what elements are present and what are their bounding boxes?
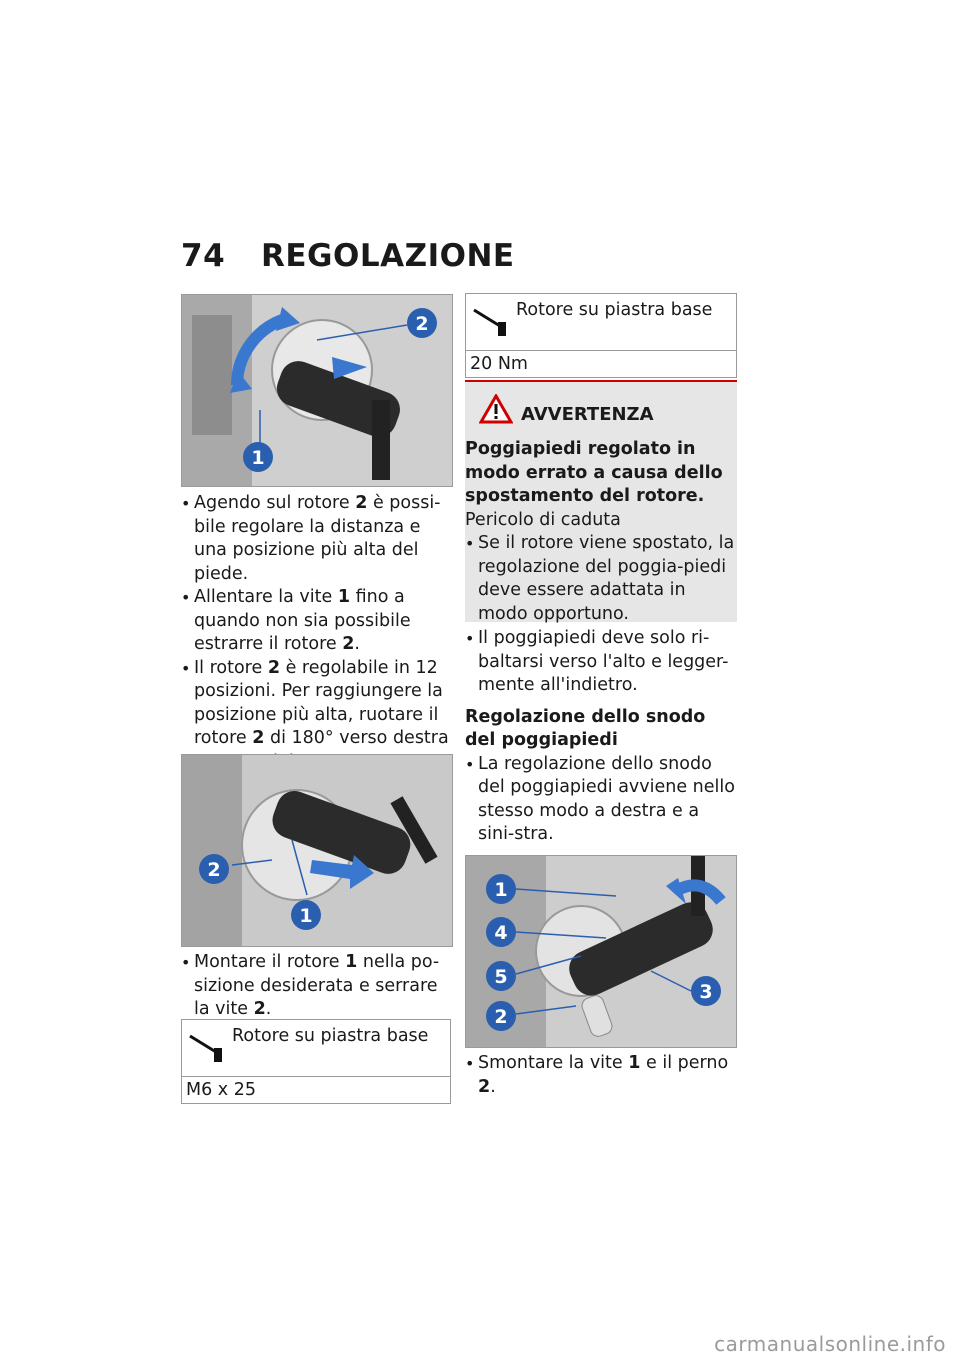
list-item: • Agendo sul rotore 2 è possi-bile regolare la distanza e una posizione più alta del piede. [181,492,453,586]
figure-rotor-adjust [181,294,453,487]
warning-item: • Se il rotore viene spostato, la regolazione del poggia-piedi deve essere adattata in modo opportuno. [465,532,737,626]
left-bullets-1 [181,492,453,774]
callout-4: 4 [494,922,508,944]
torque-wrench-icon [472,306,512,342]
warning-hazard: Pericolo di caduta [465,509,621,530]
list-item: • Il rotore 2 è regolabile in 12 posizioni. Per raggiungere la posizione più alta, ruotare il rotore 2 di 180° verso destra [181,657,453,775]
torque-label: Rotore su piastra base [232,1026,429,1046]
torque-value: 20 Nm [470,354,528,374]
page-header [181,238,515,274]
warning-triangle-icon [479,394,513,424]
warning-box [465,380,737,622]
callout-1: 1 [299,905,313,927]
list-item: • Smontare la vite 1 e il perno 2. [465,1052,737,1099]
callout-1: 1 [251,447,265,469]
list-item: • La regolazione dello snodo del poggiapiedi avviene nello stesso modo a destra e a sini-stra. [465,753,737,847]
warning-title: AVVERTENZA [521,404,654,425]
figure-rotor-mount [181,754,453,947]
torque-spec-table [181,1019,451,1104]
torque-wrench-icon [188,1032,228,1068]
watermark[interactable]: carmanualsonline.info [714,1332,946,1356]
callout-2: 2 [415,313,429,335]
right-bullets [465,627,737,847]
right-bullets-last [465,1052,737,1099]
callout-2: 2 [494,1006,508,1028]
callout-3: 3 [699,981,713,1003]
warning-headline: Poggiapiedi regolato in modo errato a causa dello spostamento del rotore. [465,439,723,506]
page-number: 74 [181,238,226,274]
callout-1: 1 [494,879,508,901]
torque-spec-table [465,293,737,378]
torque-value: M6 x 25 [186,1080,256,1100]
list-item: • Montare il rotore 1 nella po-sizione desiderata e serrare la vite 2. [181,951,453,1022]
list-item: • Allentare la vite 1 fino a quando non sia possibile estrarre il rotore 2. [181,586,453,657]
subheading: Regolazione dello snodo del poggiapiedi [465,706,706,750]
figure-joint-adjust [465,855,737,1048]
left-bullets-2 [181,951,453,1022]
callout-5: 5 [494,966,508,988]
section-title: REGOLAZIONE [261,238,515,274]
callout-2: 2 [207,859,221,881]
list-item: • Il poggiapiedi deve solo ri-baltarsi verso l'alto e legger-mente all'indietro. [465,627,737,698]
torque-label: Rotore su piastra base [516,300,713,320]
